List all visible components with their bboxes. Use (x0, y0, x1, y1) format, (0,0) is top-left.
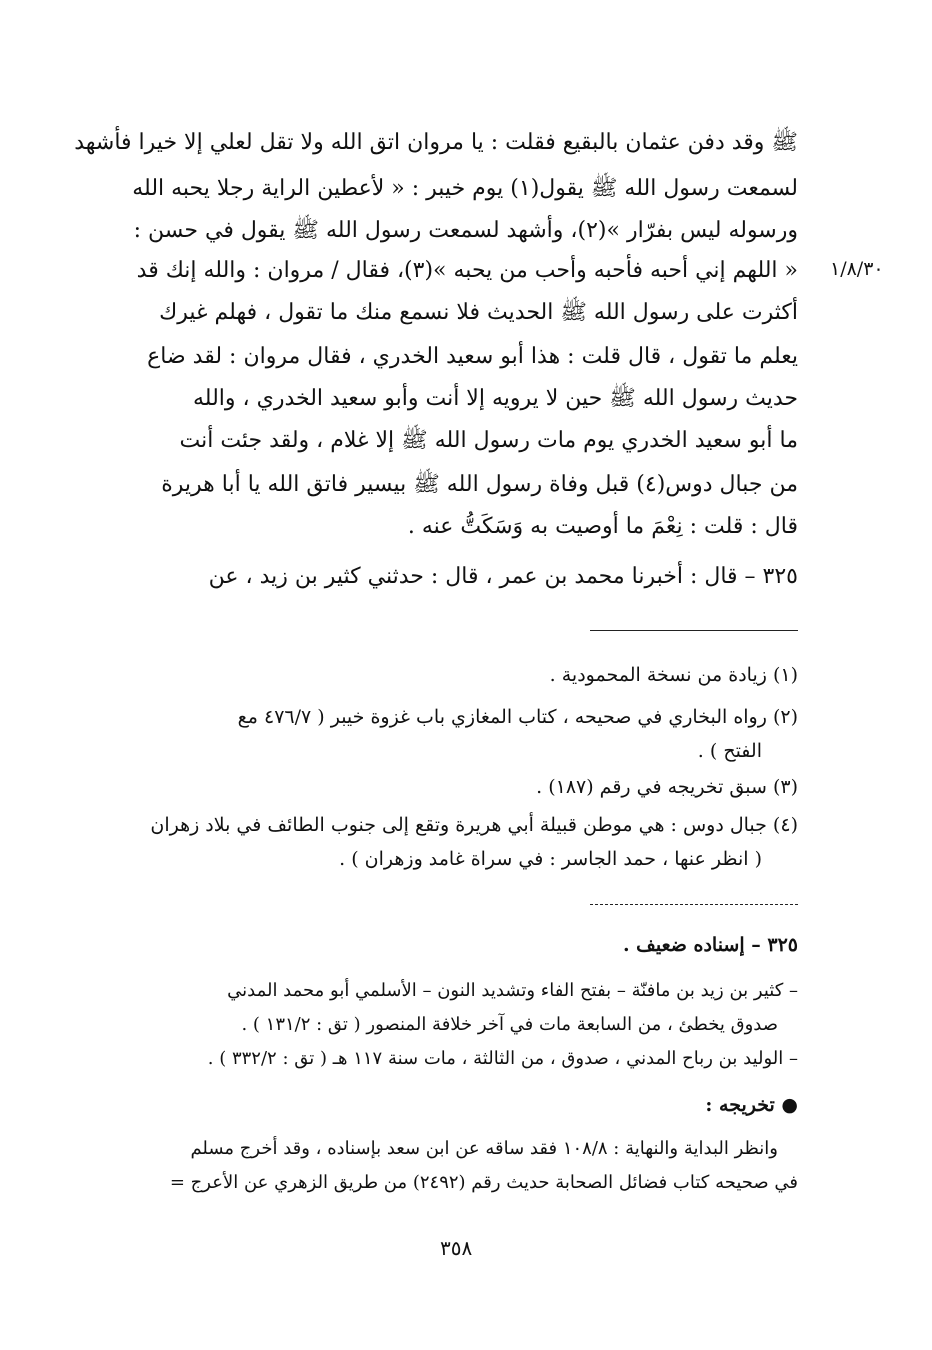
main-line: ورسوله ليس بفرّار »(٢)، وأشهد لسمعت رسول الله ﷺ يقول في حسن : (133, 218, 798, 243)
isnad-line: – الوليد بن رباح المدني ، صدوق ، من الثالثة ، مات سنة ١١٧ هـ ( تق : ٣٣٢/٢ ) . (207, 1048, 798, 1069)
footnote-line: (١) زيادة من نسخة المحمودية . (549, 664, 798, 686)
isnad-line: صدوق يخطئ ، من السابعة مات في آخر خلافة المنصور ( تق : ١٣١/٢ ) . (241, 1014, 778, 1035)
main-line: حديث رسول الله ﷺ حين لا يرويه إلا أنت وأبو سعيد الخدري ، والله (193, 386, 798, 411)
takhrij-line: وانظر البداية والنهاية : ١٠٨/٨ فقد ساقه عن ابن سعد بإسناده ، وقد أخرج مسلم (190, 1138, 778, 1159)
main-line: لسمعت رسول الله ﷺ يقول(١) يوم خيبر : « لأعطين الراية رجلا يحبه الله (132, 176, 798, 201)
footnote-line: ( انظر عنها ، حمد الجاسر : في سراة غامد وزهران ) . (339, 848, 762, 870)
main-line: ﷺ وقد دفن عثمان بالبقيع فقلت : يا مروان اتق الله ولا تقل لعلي إلا خيرا فأشهد (74, 130, 798, 155)
hadith-325-line: ٣٢٥ – قال : أخبرنا محمد بن عمر ، قال : حدثني كثير بن زيد ، عن (208, 564, 798, 589)
footnote-line: (٢) رواه البخاري في صحيحه ، كتاب المغازي باب غزوة خيبر ( ٤٧٦/٧ مع (237, 706, 798, 728)
main-line: من جبال دوس(٤) قبل وفاة رسول الله ﷺ بيسير فاتق الله يا أبا هريرة (161, 472, 798, 497)
page-number: ٣٥٨ (440, 1236, 473, 1260)
footnote-line: الفتح ) . (697, 740, 762, 762)
takhrij-line: في صحيحه كتاب فضائل الصحابة حديث رقم (٢٤٩٢) من طريق الزهري عن الأعرج = (169, 1172, 798, 1193)
footnote-line: (٤) جبال دوس : هي موطن قبيلة أبي هريرة وتقع إلى جنوب الطائف في بلاد زهران (150, 814, 798, 836)
isnad-line: – كثير بن زيد بن مافنّة – بفتح الفاء وتشديد النون – الأسلمي أبو محمد المدني (227, 980, 798, 1001)
main-line: قال : قلت : نِعْمَ ما أوصيت به وَسَكَتُّ عنه . (407, 514, 798, 539)
takhrij-heading: ● تخريجه : (705, 1094, 798, 1116)
main-line: « اللهم إني أحبه فأحبه وأحب من يحبه »(٣)، فقال / مروان : والله إنك قد (136, 258, 798, 283)
commentary-separator (590, 904, 798, 905)
footnote-line: (٣) سبق تخريجه في رقم (١٨٧) . (536, 776, 798, 798)
footnote-separator (590, 630, 798, 631)
main-line: أكثرت على رسول الله ﷺ الحديث فلا نسمع منك ما تقول ، فهلم غيرك (159, 300, 798, 325)
isnad-heading: ٣٢٥ – إسناده ضعيف . (622, 934, 798, 956)
main-line: يعلم ما تقول ، قال قلت : هذا أبو سعيد الخدري ، فقال مروان : لقد ضاع (147, 344, 798, 369)
main-line: ما أبو سعيد الخدري يوم مات رسول الله ﷺ إلا غلام ، ولقد جئت أنت (179, 428, 798, 453)
margin-reference: ١/٨/٣٠ (830, 258, 884, 280)
